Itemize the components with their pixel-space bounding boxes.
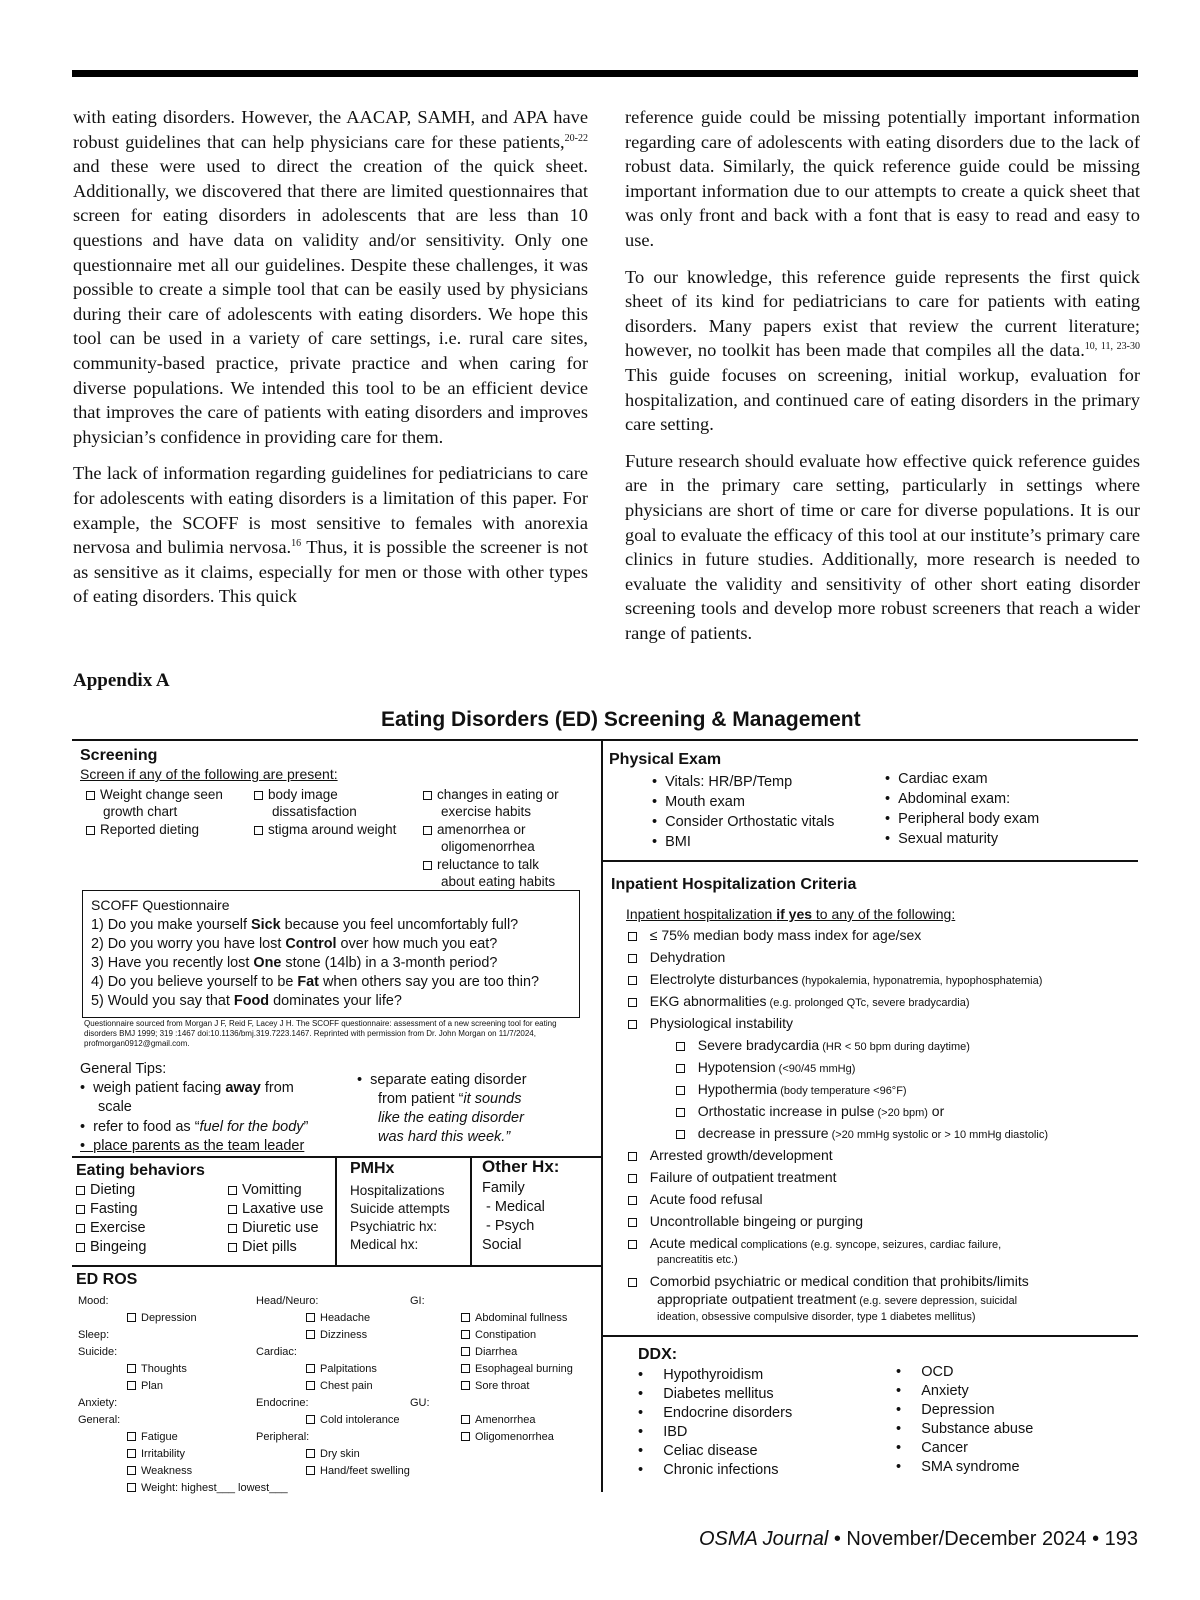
ros-label: Cardiac: <box>256 1346 297 1358</box>
checkbox-icon <box>306 1364 315 1373</box>
pmhx-item: Hospitalizations <box>350 1183 445 1198</box>
checkbox-icon <box>628 1152 637 1161</box>
page-footer: OSMA Journal • November/December 2024 • 193 <box>698 1528 1138 1550</box>
eb-item: Bingeing <box>76 1239 146 1256</box>
checkbox-icon <box>461 1347 470 1356</box>
ros-item: Dizziness <box>306 1327 367 1344</box>
scoff-title: SCOFF Questionnaire <box>91 897 230 913</box>
screening-subheading: Screen if any of the following are present: <box>80 766 338 782</box>
checkbox-icon <box>127 1381 136 1390</box>
checkbox-icon <box>306 1381 315 1390</box>
inpatient-item-cont: ideation, obsessive compulsive disorder, type 1 diabetes mellitus) <box>657 1311 976 1323</box>
rule-ros <box>72 1265 602 1267</box>
eb-item: Laxative use <box>228 1201 323 1218</box>
other-hx-heading: Other Hx: <box>482 1157 560 1176</box>
checkbox-icon <box>676 1064 685 1073</box>
checkbox-icon <box>254 826 263 835</box>
instability-item: Orthostatic increase in pulse (>20 bpm) or <box>676 1103 944 1122</box>
right-paragraph-3: Future research should evaluate how effective quick reference guides are in the primary care setting, particularly in settings where physicians are short of time or care for diverse populations. It is our goal to evaluate the efficacy of this tool at our institute’s primary care clinics in future studies. Additionally, more research is needed to evaluate the validity and sensitivity of other short eating disorder screening tools and develop more robust screeners that reach a wider range of patients. <box>625 450 1140 643</box>
checkbox-icon <box>306 1313 315 1322</box>
checkbox-icon <box>423 826 432 835</box>
checkbox-icon <box>127 1313 136 1322</box>
checkbox-icon <box>423 791 432 800</box>
ros-item: Weight: highest___ lowest___ <box>127 1480 288 1497</box>
tip-1: • weigh patient facing away from <box>80 1080 294 1096</box>
ros-item: Fatigue <box>127 1429 178 1446</box>
sheet-top-rule <box>72 739 1138 741</box>
ros-label: Head/Neuro: <box>256 1295 319 1307</box>
ddx-item: • Endocrine disorders <box>638 1405 793 1421</box>
eating-behaviors-heading: Eating behaviors <box>76 1162 205 1179</box>
checkbox-icon <box>86 791 95 800</box>
checkbox-icon <box>423 861 432 870</box>
eb-item: Dieting <box>76 1182 135 1199</box>
ros-item: Abdominal fullness <box>461 1310 567 1327</box>
physical-exam-heading: Physical Exam <box>609 751 722 768</box>
screen-item: reluctance to talk <box>423 856 539 873</box>
ros-item: Dry skin <box>306 1446 360 1463</box>
ros-item: Weakness <box>127 1463 192 1480</box>
ddx-item: • Celiac disease <box>638 1443 758 1459</box>
ros-label: Suicide: <box>78 1346 118 1358</box>
ddx-item: • Diabetes mellitus <box>638 1386 774 1402</box>
checkbox-icon <box>461 1415 470 1424</box>
inpatient-item: Dehydration <box>628 949 725 966</box>
inpatient-item: ≤ 75% median body mass index for age/sex <box>628 927 921 944</box>
inpatient-item: Physiological instability <box>628 1015 793 1032</box>
pe-item: • Mouth exam <box>652 794 745 810</box>
pe-item: • Cardiac exam <box>885 771 988 787</box>
checkbox-icon <box>306 1449 315 1458</box>
ed-ros-heading: ED ROS <box>76 1271 138 1288</box>
checkbox-icon <box>461 1381 470 1390</box>
checkbox-icon <box>676 1086 685 1095</box>
right-paragraph-1: reference guide could be missing potentially important information regarding care of adolescents with eating disorders due to the lack of robust data. Similarly, the quick reference guide could be missing important information due to our attempts to create a quick sheet that was only front and back with a font that is easy to read and easy to use. <box>625 107 1140 250</box>
ddx-item: • SMA syndrome <box>896 1459 1020 1475</box>
screen-item: body image <box>254 786 338 803</box>
tip-4-cont: was hard this week.” <box>378 1129 511 1145</box>
ddx-item: • Depression <box>896 1402 995 1418</box>
pmhx-item: Psychiatric hx: <box>350 1219 438 1234</box>
checkbox-icon <box>461 1432 470 1441</box>
instability-item: Hypothermia (body temperature <96°F) <box>676 1081 907 1100</box>
ros-label: Endocrine: <box>256 1397 309 1409</box>
screen-item: Reported dieting <box>86 821 199 838</box>
checkbox-icon <box>628 932 637 941</box>
pe-item: • Sexual maturity <box>885 831 999 847</box>
pe-item: • Consider Orthostatic vitals <box>652 814 835 830</box>
checkbox-icon <box>127 1432 136 1441</box>
ros-item: Palpitations <box>306 1361 377 1378</box>
checkbox-icon <box>76 1186 85 1195</box>
inpatient-item: Acute food refusal <box>628 1191 763 1208</box>
ros-item: Constipation <box>461 1327 536 1344</box>
screen-item: about eating habits <box>441 874 556 889</box>
checkbox-icon <box>628 954 637 963</box>
other-hx-item: Family <box>482 1180 525 1196</box>
checkbox-icon <box>127 1466 136 1475</box>
scoff-q5: 5) Would you say that Food dominates your life? <box>91 993 402 1009</box>
rule-pmhx-other <box>470 1156 472 1265</box>
screen-item: growth chart <box>103 804 178 819</box>
appendix-label: Appendix A <box>73 670 170 691</box>
checkbox-icon <box>127 1483 136 1492</box>
tips-heading: General Tips: <box>80 1061 167 1077</box>
checkbox-icon <box>461 1313 470 1322</box>
checkbox-icon <box>628 1240 637 1249</box>
ros-item: Cold intolerance <box>306 1412 400 1429</box>
ddx-item: • Cancer <box>896 1440 968 1456</box>
pe-item: • Peripheral body exam <box>885 811 1040 827</box>
sheet-title: Eating Disorders (ED) Screening & Management <box>381 708 861 731</box>
checkbox-icon <box>628 998 637 1007</box>
ros-label: GU: <box>410 1397 430 1409</box>
scoff-q2: 2) Do you worry you have lost Control over how much you eat? <box>91 936 498 952</box>
pmhx-heading: PMHx <box>350 1160 395 1177</box>
eb-item: Vomitting <box>228 1182 302 1199</box>
right-paragraph-2: To our knowledge, this reference guide represents the first quick sheet of its kind for pediatricians to care for patients with eating disorders. Many papers exist that review the current literature; however, no toolkit has been made that compiles all the data.$^{10, 11, 23-30}$ This guide focuses on screening, initial workup, evaluation for hospitalization, and continued care of eating disorders in the primary care setting. <box>625 266 1140 435</box>
checkbox-icon <box>127 1449 136 1458</box>
scoff-q1: 1) Do you make yourself Sick because you feel uncomfortably full? <box>91 917 519 933</box>
checkbox-icon <box>628 1174 637 1183</box>
tip-2: • refer to food as “fuel for the body” <box>80 1119 309 1135</box>
inpatient-item: Arrested growth/development <box>628 1147 833 1164</box>
pe-item: • BMI <box>652 834 691 850</box>
pe-item: • Abdominal exam: <box>885 791 1011 807</box>
ddx-item: • Anxiety <box>896 1383 969 1399</box>
tip-4-cont: from patient “it sounds <box>378 1091 522 1107</box>
ros-label: GI: <box>410 1295 425 1307</box>
instability-item: decrease in pressure (>20 mmHg systolic or > 10 mmHg diastolic) <box>676 1125 1048 1144</box>
checkbox-icon <box>76 1205 85 1214</box>
inpatient-item: Comorbid psychiatric or medical condition that prohibits/limits <box>628 1273 1029 1290</box>
ros-label: Peripheral: <box>256 1431 310 1443</box>
checkbox-icon <box>676 1130 685 1139</box>
checkbox-icon <box>628 976 637 985</box>
left-paragraph-1: with eating disorders. However, the AACAP, SAMH, and APA have robust guidelines that can help physicians care for these patients,$^{20-22}$ and these were used to direct the creation of the quick sheet. Additionally, we discovered that there are limited questionnaires that screen for eating disorders in adolescents that are less than 10 questions and have data on validity and/or sensitivity. Only one questionnaire met all our guidelines. Despite these challenges, it was possible to create a simple tool that can be easily used by physicians during their care of adolescents with eating disorders. We hope this tool can be used in a variety of care settings, i.e. rural care sites, community-based practice, private practice and when caring for diverse populations. We intended this tool to be an efficient device that improves the care of patients with eating disorders and improves physician’s confidence in providing care for them. <box>73 107 588 447</box>
ros-item: Oligomenorrhea <box>461 1429 554 1446</box>
checkbox-icon <box>86 826 95 835</box>
eb-item: Fasting <box>76 1201 138 1218</box>
rule-physical-exam <box>601 860 1138 862</box>
ros-item: Plan <box>127 1378 163 1395</box>
scoff-source: Questionnaire sourced from Morgan J F, Reid F, Lacey J H. The SCOFF questionnaire: assessment of a new screening tool for eating disorders BMJ 1999; 319 :1467 doi:10.1136/bmj.319.7223.1467. Reprinted with permission from Dr. John Morgan on 11/7/2024, profmorgan0912@gmail.com. <box>84 1019 557 1048</box>
instability-item: Severe bradycardia (HR < 50 bpm during daytime) <box>676 1037 970 1056</box>
ros-item: Esophageal burning <box>461 1361 573 1378</box>
inpatient-item: Acute medical complications (e.g. syncope, seizures, cardiac failure, <box>628 1235 1001 1254</box>
pmhx-item: Medical hx: <box>350 1237 419 1252</box>
ros-item: Headache <box>306 1310 370 1327</box>
inpatient-item: Electrolyte disturbances (hypokalemia, hyponatremia, hypophosphatemia) <box>628 971 1042 990</box>
ros-item: Diarrhea <box>461 1344 517 1361</box>
checkbox-icon <box>628 1218 637 1227</box>
checkbox-icon <box>628 1278 637 1287</box>
ros-label: Sleep: <box>78 1329 110 1341</box>
pmhx-item: Suicide attempts <box>350 1201 450 1216</box>
instability-item: Hypotension (<90/45 mmHg) <box>676 1059 855 1078</box>
screen-item: exercise habits <box>441 804 532 819</box>
checkbox-icon <box>676 1108 685 1117</box>
checkbox-icon <box>127 1364 136 1373</box>
tip-4-cont: like the eating disorder <box>378 1110 524 1126</box>
ros-label: Anxiety: <box>78 1397 118 1409</box>
inpatient-item: EKG abnormalities (e.g. prolonged QTc, severe bradycardia) <box>628 993 970 1012</box>
inpatient-subheading: Inpatient hospitalization if yes to any of the following: <box>626 906 956 922</box>
rule-inpatient <box>601 1335 1138 1337</box>
ros-item: Amenorrhea <box>461 1412 536 1429</box>
checkbox-icon <box>306 1330 315 1339</box>
screen-item: stigma around weight <box>254 821 396 838</box>
inpatient-item-cont: pancreatitis etc.) <box>657 1254 738 1266</box>
eb-item: Diet pills <box>228 1239 297 1256</box>
checkbox-icon <box>76 1243 85 1252</box>
ddx-heading: DDX: <box>638 1346 678 1363</box>
checkbox-icon <box>228 1224 237 1233</box>
other-hx-item: - Psych <box>482 1218 535 1234</box>
screening-heading: Screening <box>80 747 158 764</box>
checkbox-icon <box>228 1186 237 1195</box>
eb-item: Exercise <box>76 1220 146 1237</box>
scoff-q4: 4) Do you believe yourself to be Fat when others say you are too thin? <box>91 974 539 990</box>
other-hx-item: - Medical <box>482 1199 545 1215</box>
ddx-item: • Hypothyroidism <box>638 1367 764 1383</box>
left-paragraph-2: The lack of information regarding guidelines for pediatricians to care for adolescents with eating disorders is a limitation of this paper. For example, the SCOFF is most sensitive to females with anorexia nervosa and bulimia nervosa.$^{16}$ Thus, it is possible the screener is not as sensitive as it claims, especially for men or those with other types of eating disorders. This quick <box>73 463 588 607</box>
screen-item: amenorrhea or <box>423 821 526 838</box>
tip-4: • separate eating disorder <box>357 1072 527 1088</box>
ddx-item: • IBD <box>638 1424 688 1440</box>
other-hx-item: Social <box>482 1237 522 1253</box>
screen-item: changes in eating or <box>423 786 559 803</box>
ros-item: Sore throat <box>461 1378 529 1395</box>
inpatient-item-cont: appropriate outpatient treatment (e.g. severe depression, suicidal <box>657 1291 1018 1307</box>
eb-item: Diuretic use <box>228 1220 319 1237</box>
checkbox-icon <box>306 1415 315 1424</box>
checkbox-icon <box>254 791 263 800</box>
rule-eb-pmhx <box>335 1156 337 1265</box>
ros-label: Mood: <box>78 1295 109 1307</box>
tip-3: • place parents as the team leader <box>80 1138 305 1154</box>
scoff-q3: 3) Have you recently lost One stone (14lb) in a 3-month period? <box>91 955 498 971</box>
ros-item: Chest pain <box>306 1378 373 1395</box>
checkbox-icon <box>461 1330 470 1339</box>
checkbox-icon <box>228 1243 237 1252</box>
screen-item: dissatisfaction <box>272 804 357 819</box>
ros-item: Hand/feet swelling <box>306 1463 410 1480</box>
checkbox-icon <box>76 1224 85 1233</box>
inpatient-heading: Inpatient Hospitalization Criteria <box>611 876 857 893</box>
checkbox-icon <box>461 1364 470 1373</box>
checkbox-icon <box>306 1466 315 1475</box>
ros-label: General: <box>78 1414 121 1426</box>
checkbox-icon <box>676 1042 685 1051</box>
ddx-item: • OCD <box>896 1364 954 1380</box>
pe-item: • Vitals: HR/BP/Temp <box>652 774 793 790</box>
checkbox-icon <box>628 1020 637 1029</box>
inpatient-item: Failure of outpatient treatment <box>628 1169 837 1186</box>
ros-item: Depression <box>127 1310 197 1327</box>
screen-item: oligomenorrhea <box>441 839 535 854</box>
inpatient-item: Uncontrollable bingeing or purging <box>628 1213 863 1230</box>
checkbox-icon <box>228 1205 237 1214</box>
ddx-item: • Substance abuse <box>896 1421 1034 1437</box>
ros-item: Irritability <box>127 1446 185 1463</box>
screen-item: Weight change seen <box>86 786 223 803</box>
ddx-item: • Chronic infections <box>638 1462 779 1478</box>
checkbox-icon <box>628 1196 637 1205</box>
ros-item: Thoughts <box>127 1361 187 1378</box>
tip-1-cont: scale <box>98 1099 132 1115</box>
sheet-center-rule <box>601 739 603 1492</box>
